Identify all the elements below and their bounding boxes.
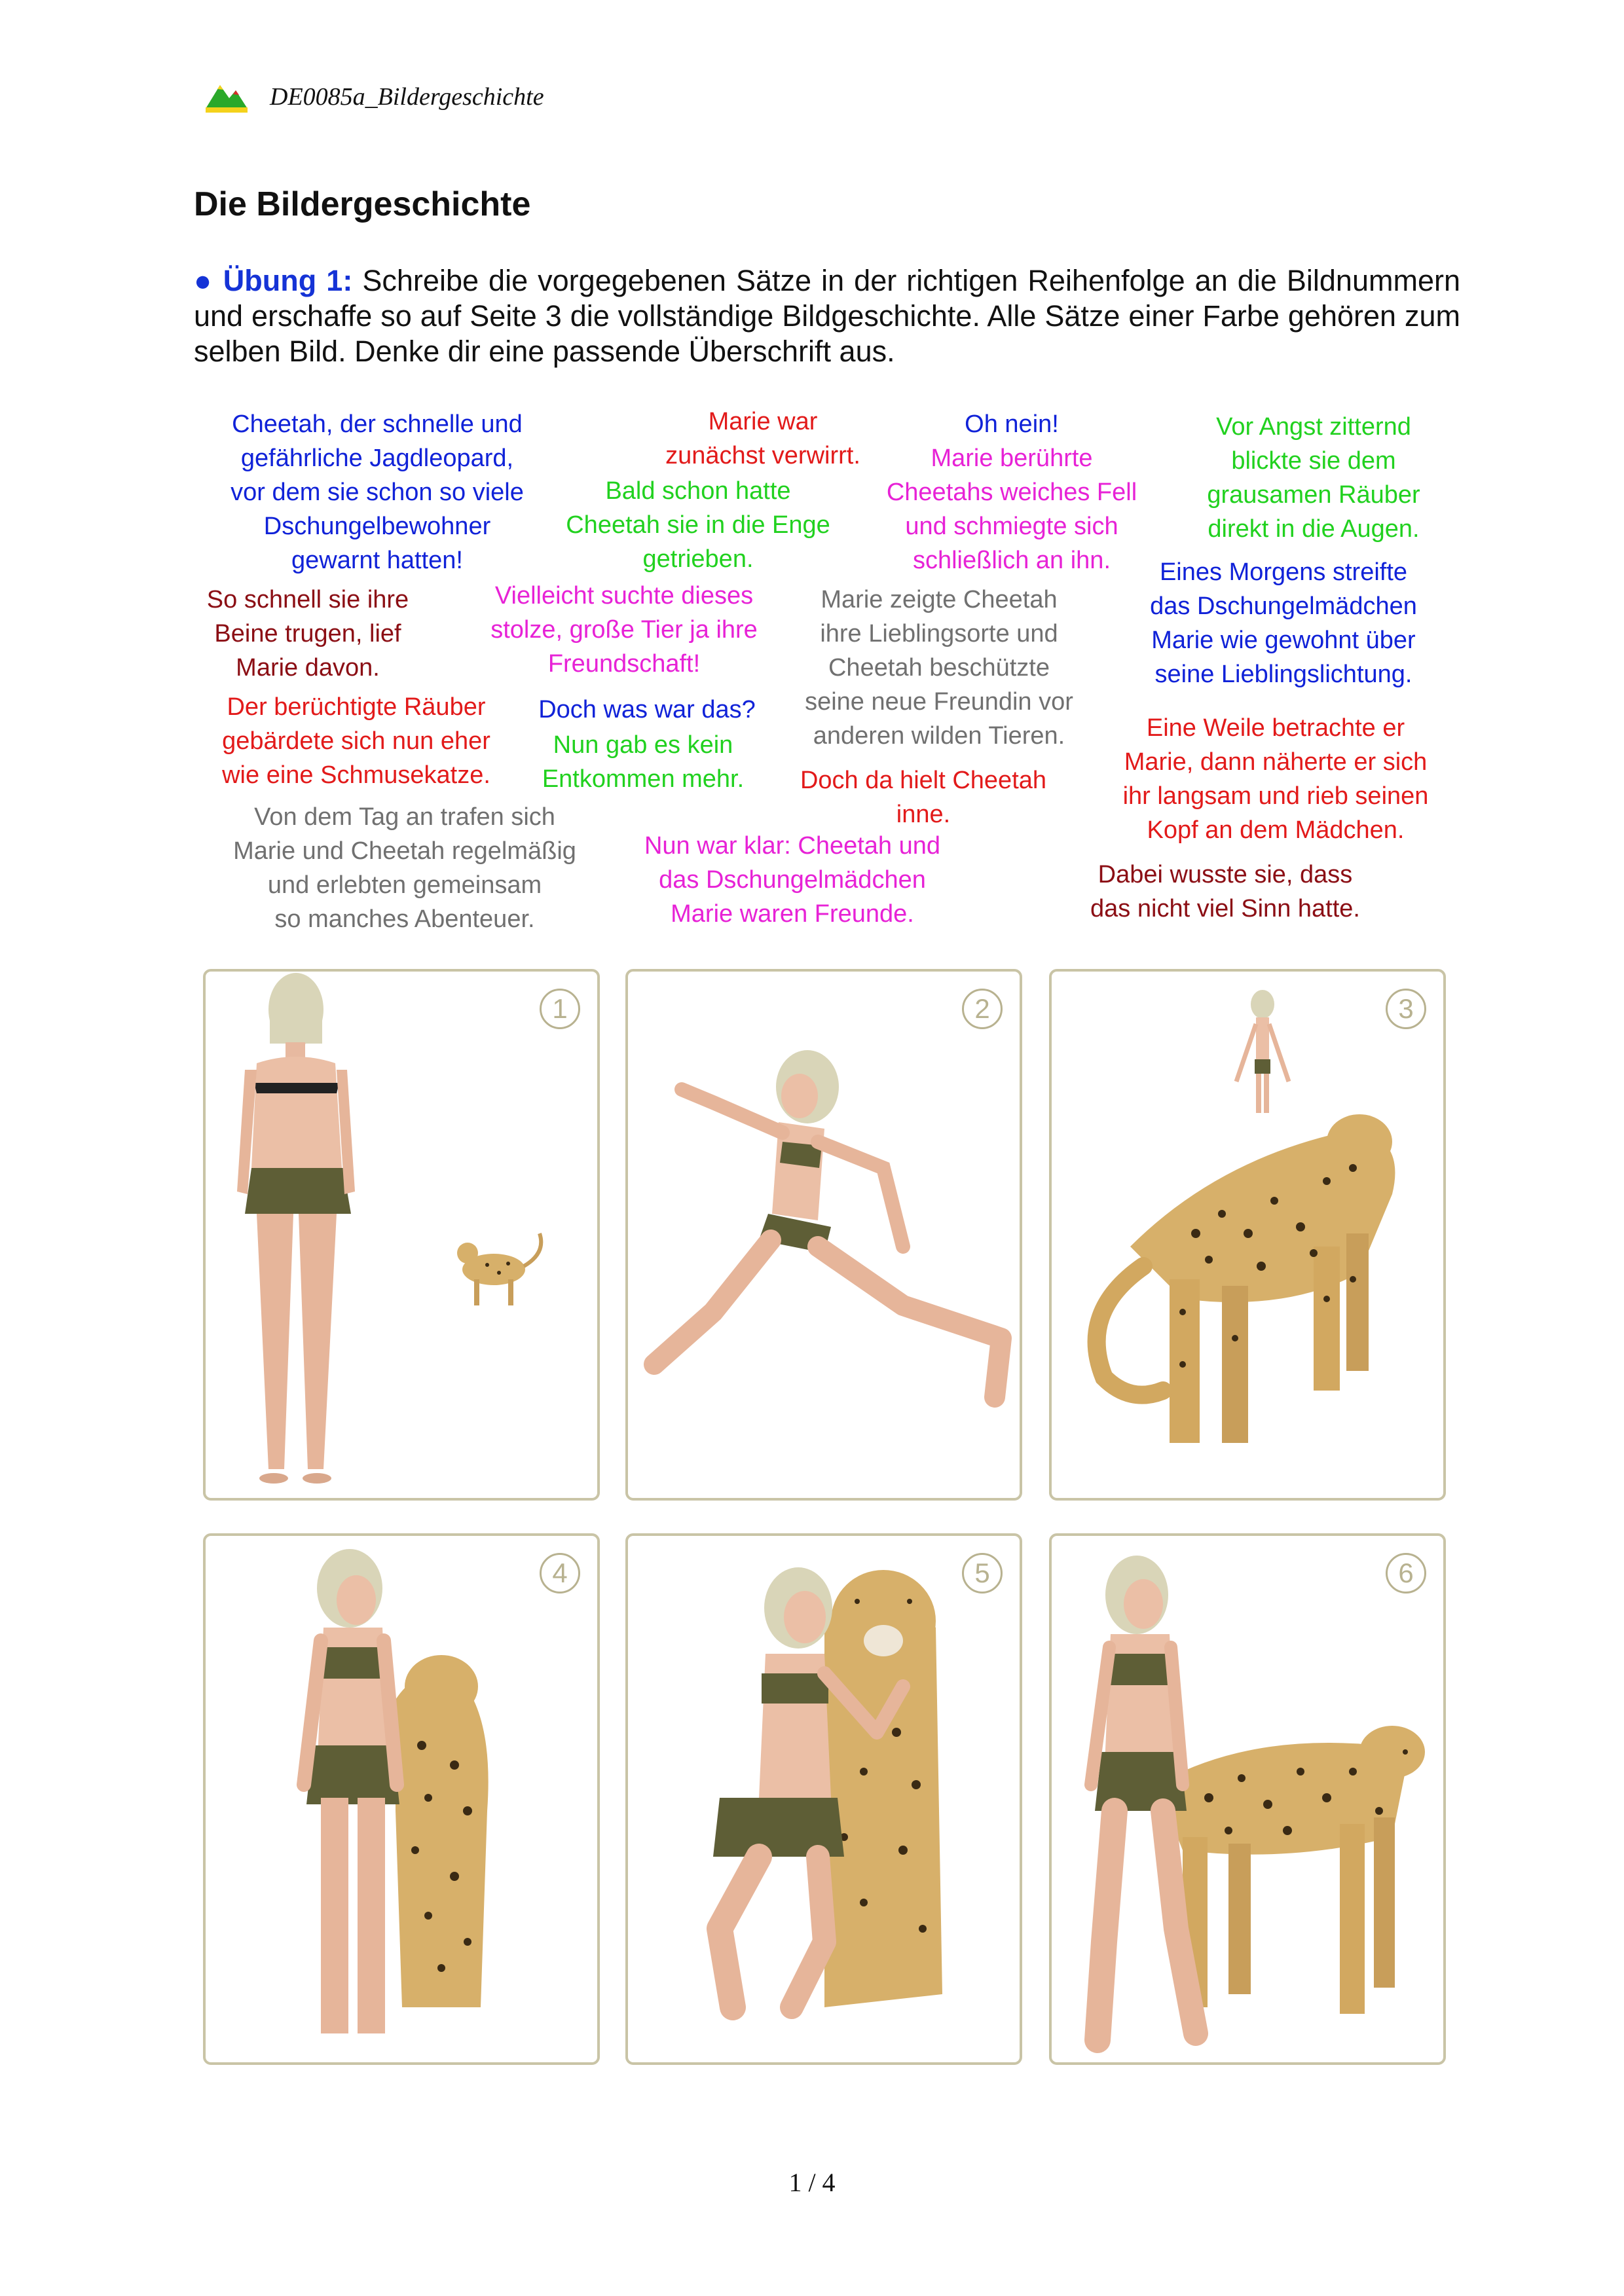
picture-panel-2 xyxy=(625,969,1022,1501)
panel-number-2: 2 xyxy=(962,989,1003,1029)
picture-panel-1 xyxy=(203,969,600,1501)
cheetah-front-figure xyxy=(396,1655,489,2007)
page-number: 1 / 4 xyxy=(788,2168,836,2197)
large-cheetah-figure xyxy=(1097,1114,1395,1443)
girl-back-with-small-cheetah-illustration xyxy=(206,972,597,1498)
sentence-red-3: Doch da hielt Cheetah inne. xyxy=(800,767,1047,828)
small-cheetah-figure xyxy=(457,1233,541,1305)
picture-panel-5 xyxy=(625,1533,1022,2065)
panel-number-6: 6 xyxy=(1386,1553,1426,1594)
cheetah-sitting-figure xyxy=(824,1570,942,2007)
sentence-red-4: Eine Weile betrachte er Marie, dann näherte er sich ihr langsam und rieb seinen Kopf an dem Mädchen. xyxy=(1122,714,1429,844)
sentence-maroon-2: Dabei wusste sie, dass das nicht viel Sinn hatte. xyxy=(1090,861,1360,922)
sentence-green-2: Bald schon hatte Cheetah sie in die Enge getrieben. xyxy=(566,477,830,573)
sentence-gray-1: Marie zeigte Cheetah ihre Lieblingsorte und Cheetah beschützte seine neue Freundin vor anderen wilden Tieren. xyxy=(805,586,1073,750)
girl-standing-figure xyxy=(304,1549,399,2033)
panel-number-3: 3 xyxy=(1386,989,1426,1029)
girl-standing-cheetah-approaching-illustration xyxy=(206,1536,597,2062)
exercise-instruction xyxy=(194,263,1460,369)
panel-number-5: 5 xyxy=(962,1553,1003,1594)
girl-hugging-cheetah-illustration xyxy=(628,1536,1020,2062)
sentence-magenta-1: Marie berührte Cheetahs weiches Fell und schmiegte sich schließlich an ihn. xyxy=(886,445,1137,574)
document-id: DE0085a_Bildergeschichte xyxy=(270,83,544,111)
girl-running-illustration xyxy=(628,972,1020,1498)
sentence-green-1: Vor Angst zitternd blickte sie dem grausamen Räuber direkt in die Augen. xyxy=(1207,413,1420,543)
sentence-maroon-1: So schnell sie ihre Beine trugen, lief Marie davon. xyxy=(206,586,409,682)
girl-walking-with-cheetah-illustration xyxy=(1052,1536,1443,2062)
picture-panel-4 xyxy=(203,1533,600,2065)
cheetah-facing-girl-illustration xyxy=(1052,972,1443,1498)
panel-number-1: 1 xyxy=(540,989,580,1029)
panel-number-4: 4 xyxy=(540,1553,580,1594)
picture-panel-6 xyxy=(1049,1533,1446,2065)
cheetah-walking-figure xyxy=(1156,1726,1425,2014)
sentence-magenta-3: Nun war klar: Cheetah und das Dschungelmädchen Marie waren Freunde. xyxy=(644,832,941,928)
sentence-blue-4: Doch was war das? xyxy=(538,696,756,723)
sentence-red-2: Der berüchtigte Räuber gebärdete sich nun eher wie eine Schmusekatze. xyxy=(222,693,490,789)
sentence-red-1: Marie war zunächst verwirrt. xyxy=(665,408,860,469)
sentence-blue-1: Cheetah, der schnelle und gefährliche Jagdleopard, vor dem sie schon so viele Dschungelbewohner gewarnt hatten! xyxy=(231,410,524,574)
sentence-magenta-2: Vielleicht suchte dieses stolze, große Tier ja ihre Freundschaft! xyxy=(490,582,758,678)
sentence-gray-2: Von dem Tag an trafen sich Marie und Cheetah regelmäßig und erlebten gemeinsam so manches Abenteuer. xyxy=(233,803,576,933)
sentence-green-3: Nun gab es kein Entkommen mehr. xyxy=(542,731,745,793)
exercise-label: ● Übung 1: xyxy=(194,264,353,297)
page-title: Die Bildergeschichte xyxy=(194,185,531,223)
girl-walking-figure xyxy=(1091,1556,1196,2040)
mountain-logo-icon xyxy=(203,79,250,115)
distant-girl-figure xyxy=(1236,990,1289,1113)
document-header xyxy=(203,77,544,117)
sentence-blue-3: Eines Morgens streifte das Dschungelmädchen Marie wie gewohnt über seine Lieblingslichtung. xyxy=(1150,558,1417,688)
picture-panel-3 xyxy=(1049,969,1446,1501)
exercise-text: Schreibe die vorgegebenen Sätze in der richtigen Reihenfolge an die Bildnummern und erschaffe so auf Seite 3 die vollständige Bildgeschichte. Alle Sätze einer Farbe gehören zum selben Bild. Denke dir eine passende Überschrift aus. xyxy=(194,264,1460,368)
sentence-blue-2: Oh nein! xyxy=(965,410,1059,438)
